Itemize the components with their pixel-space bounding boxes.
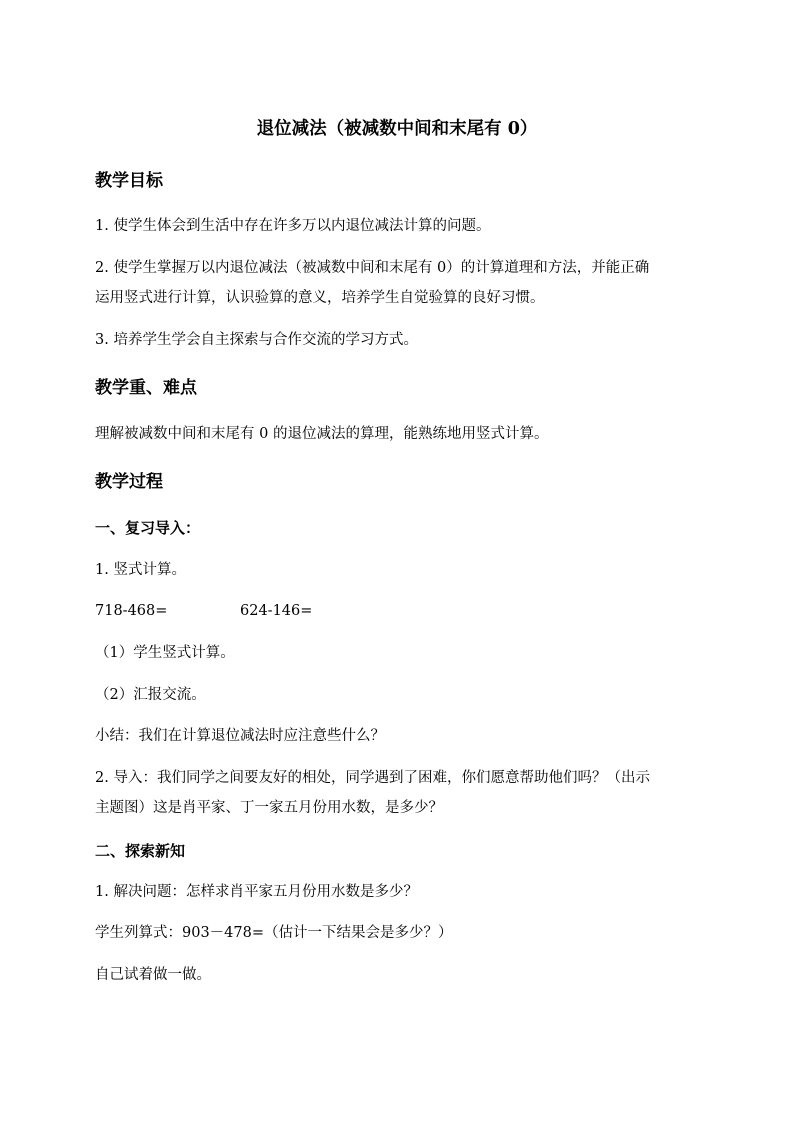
part1-step-2: （2）汇报交流。 (95, 687, 206, 703)
part1-summary: 小结：我们在计算退位减法时应注意些什么？ (95, 728, 385, 744)
calc-exercise-b: 624-146= (240, 603, 313, 619)
part1-item-1: 1. 竖式计算。 (95, 562, 186, 578)
part1-intro-line-1: 2. 导入：我们同学之间要友好的相处，同学遇到了困难，你们愿意帮助他们吗？（出示 (95, 770, 650, 786)
calc-exercise-a: 718-468= (95, 603, 168, 619)
key-points-text: 理解被减数中间和末尾有 0 的退位减法的算理，能熟练地用竖式计算。 (95, 426, 549, 442)
goal-item-2: 2. 使学生掌握万以内退位减法（被减数中间和末尾有 0）的计算道理和方法，并能正确 (95, 260, 650, 276)
goal-item-3: 3. 培养学生学会自主探索与合作交流的学习方式。 (95, 332, 418, 348)
part2-item-1: 1. 解决问题：怎样求肖平家五月份用水数是多少？ (95, 884, 418, 900)
part2-heading: 二、探索新知 (95, 842, 186, 860)
goal-item-2-continued: 运用竖式进行计算，认识验算的意义，培养学生自觉验算的良好习惯。 (95, 290, 545, 306)
part1-heading: 一、复习导入： (95, 519, 201, 537)
document-title: 退位减法（被减数中间和末尾有 0） (256, 119, 538, 139)
part2-formula: 学生列算式：903－478=（估计一下结果会是多少？） (95, 925, 453, 941)
goal-item-1: 1. 使学生体会到生活中存在许多万以内退位减法计算的问题。 (95, 218, 491, 234)
part1-step-1: （1）学生竖式计算。 (95, 645, 235, 661)
part1-intro-line-2: 主题图）这是肖平家、丁一家五月份用水数，是多少？ (95, 800, 443, 816)
part2-try: 自己试着做一做。 (95, 967, 211, 983)
section-heading-goals: 教学目标 (95, 171, 163, 191)
section-heading-key-points: 教学重、难点 (95, 378, 197, 398)
section-heading-process: 教学过程 (95, 472, 163, 492)
